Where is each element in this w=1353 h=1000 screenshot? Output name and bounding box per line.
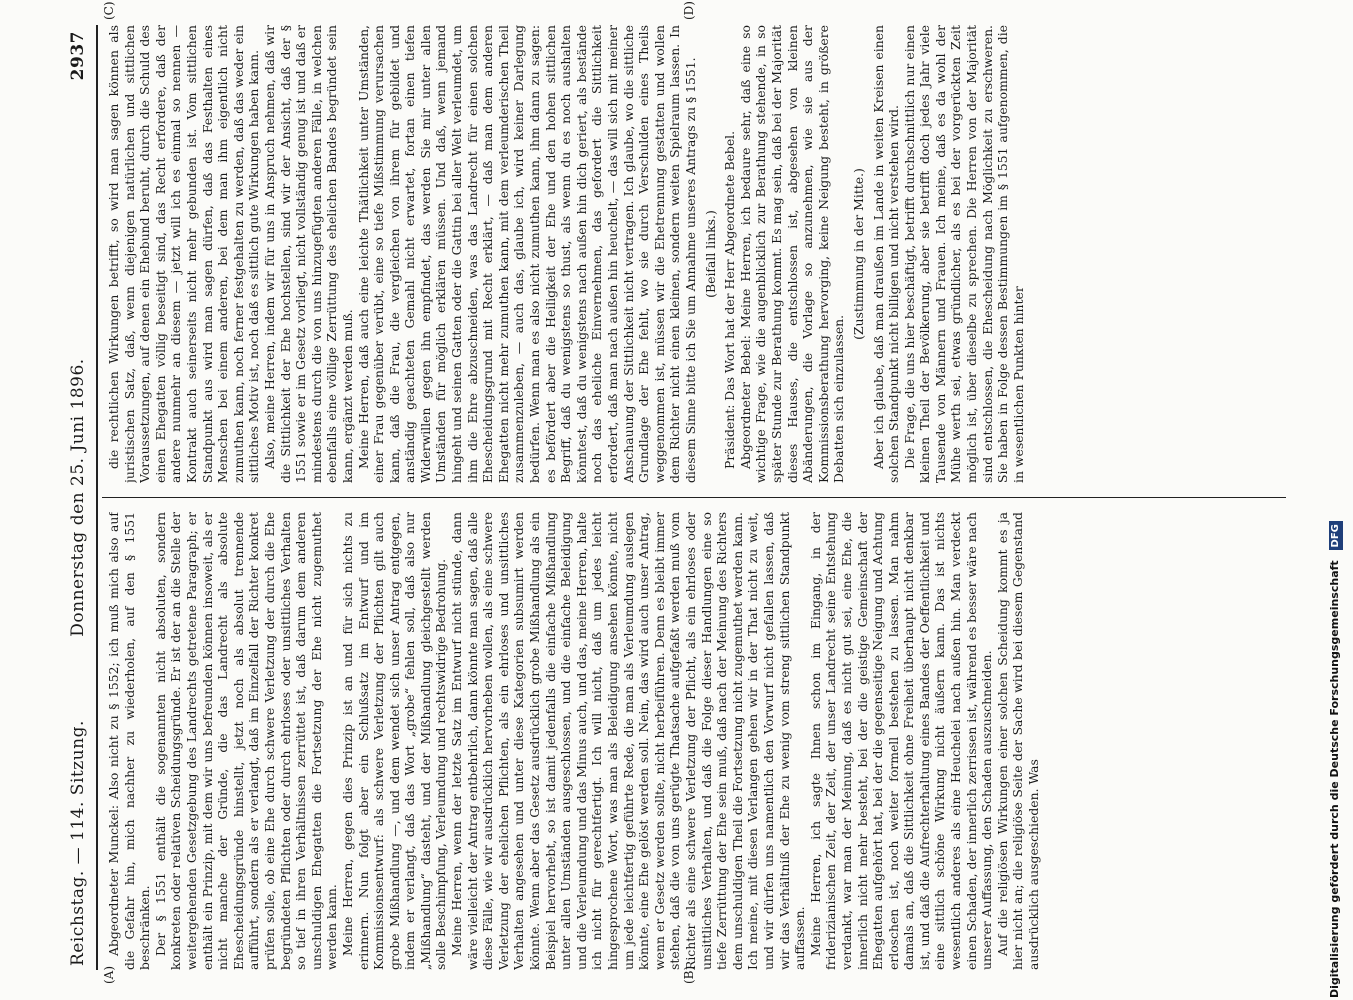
header-session: Reichstag. — 114. Sitzung. <box>68 720 88 966</box>
column-divider <box>102 497 1286 498</box>
margin-marker-a: (A) <box>102 965 116 984</box>
credit-text: Digitalisierung gefördert durch die Deutsche Forschungsgemeinschaft <box>1328 560 1341 998</box>
paragraph: Der § 1551 enthält die sogenannten nicht absoluten, sondern konkreten oder relativen Scheidungsgründe. Er ist der an die Stelle der weitergehenden Gesetzgebung des Landrechts getretene Paragraph; er enthält ein Prinzip, mit dem wir uns befreunden können insoweit, als er nicht manche der Gründe, die das Landrecht als absolute Ehescheidungsgründe hinstellt, jetzt noch als absolut trennende aufführt, sondern als er verlangt, daß im Einzelfall der Richter konkret prüfen solle, ob eine Ehe durch schwere Verletzung der durch die Ehe begründeten Pflichten oder durch ehrloses oder unsittliches Verhalten so tief in ihren Verhältnissen zerrüttet ist, daß darum dem anderen unschuldigen Ehegatten die Fortsetzung der Ehe nicht zugemuthet werden kann. <box>152 512 340 970</box>
digitization-credit <box>1322 8 1348 998</box>
digitization-note <box>1322 8 1348 998</box>
stage-direction: (Beifall links.) <box>702 210 718 298</box>
margin-marker-d: (D) <box>682 1 696 20</box>
rotated-page <box>62 1 1292 984</box>
paragraph: die rechtlichen Wirkungen betrifft, so wird man sagen können als juristischen Satz, daß, wenn diejenigen natürlichen und sittlichen Voraussetzungen, auf denen ein Ehebund beruht, durch die Schuld des einen Ehegatten völlig beseitigt sind, das Recht erfordere, daß der andere nunmehr an diesem — jetzt will ich es einmal so nennen — Kontrakt auch seinerseits nicht mehr gebunden ist. Vom sittlichen Standpunkt aus wird man sagen dürfen, daß das Festhalten eines Menschen bei einem anderen, bei dem man ihm eigentlich nicht zumuthen kann, noch ferner festgehalten zu werden, daß das weder ein sittliches Motiv ist, noch daß es sittlich gute Wirkungen haben kann. <box>106 25 262 483</box>
paragraph: Meine Herren, daß auch eine leichte Thätlichkeit unter Umständen, einer Frau gegenüber verübt, eine so tiefe Mißstimmung verursachen kann, daß die Frau, die vergleichen von ihrem für gebildet und anständig geachteten Gemahl nicht erwartet, fortan einen tiefen Widerwillen gegen ihn empfindet, das werden Sie mir unter allen Umständen für möglich erklären müssen. Und daß, wenn jemand hingeht und seinen Gatten oder die Gattin bei aller Welt verleumdet, um ihm die Ehre abzuschneiden, was das Landrecht für einen solchen Ehescheidungsgrund mit Recht erklärt, — daß man dem anderen Ehegatten nicht mehr zumuthen kann, mit dem verleumderischen Theil zusammenzuleben, — auch das, glaube ich, wird keiner Darlegung bedürfen. Wenn man es also nicht zumuthen kann, ihm dann zu sagen: es befördert aber die Heiligkeit der Ehe und den hohen sittlichen Begriff, daß du wenigstens so thust, als wenn du es noch aushalten könntest, daß du wenigstens nach außen hin dich geriert, als bestände noch das eheliche Einvernehmen, das gefordert die Sittlichkeit erfordert, daß man nach außen hin heuchelt, — das will sich mit meiner Anschauung der Sittlichkeit nicht vertragen. Ich glaube, wo die sittliche Grundlage der Ehe fehlt, wo sie durch Verschulden eines Theils weggenommen ist, müssen wir die Ehetrennung gestatten und wollen dem Richter nicht einen kleinen, sondern weiten Spielraum lassen. In diesem Sinne bitte ich Sie um Annahme unseres Antrags zu § 1551. <box>355 25 698 483</box>
margin-marker-c: (C) <box>102 1 116 20</box>
left-column <box>106 512 1286 970</box>
paragraph: Meine Herren, wenn der letzte Satz im Entwurf nicht stünde, dann wäre vielleicht der Antrag entbehrlich, dann könnte man sagen, daß alle diese Fälle, wie wir ausdrücklich hervorheben wollen, als eine schwere Verletzung der ehelichen Pflichten, als ein ehrloses und unsittliches Verhalten angesehen und unter diese Kategorien subsumirt werden könnte. Wenn aber das Gesetz ausdrücklich grobe Mißhandlung als ein Beispiel hervorhebt, so ist damit jedenfalls die einfache Mißhandlung unter allen Umständen ausgeschlossen, und die einfache Beleidigung und die Verleumdung und das Minus auch, und das, meine Herren, halte ich nicht für gerechtfertigt. Ich will nicht, daß um jedes leicht hingesprochene Wort, was man als Beleidigung ansehen könnte, nicht um jede leichtfertig geführte Rede, die man als Verleumdung auslegen könnte, eine Ehe gelöst werden soll. Nein, das wird auch unser Antrag, wenn er Gesetz werden sollte, nicht herbeiführen. Denn es bleibt immer stehen, daß die von uns gerügte Thatsache aufgefaßt werden muß vom Richter als eine schwere Verletzung der Pflicht, als ein ehrloses oder unsittliches Verhalten, und daß die Folge dieser Handlungen eine so tiefe Zerrüttung der Ehe sein muß, daß nach der Meinung des Richters dem unschuldigen Theil die Fortsetzung nicht zugemuthet werden kann. Ich meine, mit diesen Verlangen gehen wir in der That nicht zu weit, und wir dürfen uns namentlich den Vorwurf nicht gefallen lassen, daß wir das Verhältniß der Ehe zu wenig vom streng sittlichen Standpunkt auffassen. <box>449 512 808 970</box>
paragraph: Also, meine Herren, indem wir für uns in Anspruch nehmen, daß wir die Sittlichkeit der Ehe hochstellen, sind wir der Ansicht, daß der § 1551 sowie er im Gesetz vorliegt, nicht vollständig genug ist und daß er mindestens durch die von uns hinzugefügten anderen Fälle, in welchen ebenfalls eine völlige Zerrüttung des ehelichen Bandes begründet sein kann, ergänzt werden muß. <box>261 25 355 483</box>
stage-direction: (Zustimmung in der Mitte.) <box>850 168 866 340</box>
paragraph: Präsident: Das Wort hat der Herr Abgeordnete Bebel. <box>722 130 738 469</box>
paragraph: Abgeordneter Munckel: Also nicht zu § 1552; ich muß mich also auf die Gefahr hin, mich nachher zu wiederholen, auf den § 1551 beschränken. <box>106 512 153 970</box>
header-date: Donnerstag den 25. Juni 1896. <box>68 358 88 637</box>
paragraph: Aber ich glaube, daß man draußen im Lande in weiten Kreisen einen solchen Standpunkt nicht billigen und nicht verstehen wird. <box>870 25 902 483</box>
header-page-number: 2937 <box>68 31 88 81</box>
right-column <box>106 25 1286 483</box>
paragraph: Abgeordneter Bebel: Meine Herren, ich bedaure sehr, daß eine so wichtige Frage, wie die augenblicklich zur Berathung stehende, in so später Stunde zur Berathung kommt. Es mag sein, daß bei der Majorität dieses Hauses, die entschlossen ist, abgesehen von kleinen Abänderungen, die Vorlage so anzunehmen, wie sie aus der Kommissionsberathung hervorging, keine Neigung besteht, in größere Debatten sich einzulassen. <box>737 25 847 483</box>
paragraph: Auf die religiösen Wirkungen einer solchen Scheidung kommt es ja hier nicht an; die religiöse Seite der Sache wird bei diesem Gegenstand ausdrücklich ausgeschieden. Was <box>994 512 1042 970</box>
paragraph: Meine Herren, gegen dies Prinzip ist an und für sich nichts zu erinnern. Nun folgt aber ein Schlußsatz im Entwurf und im Kommissionsentwurf: als schwere Verletzung der Pflichten gilt auch grobe Mißhandlung —, und dem wendet sich unser Antrag entgegen, indem er verlangt, daß das Wort „grobe“ fehlen soll, daß also nur „Mißhandlung“ dasteht, und der Mißhandlung gleichgestellt werden solle Beschimpfung, Verleumdung und rechtswidrige Bedrohung. <box>339 512 449 970</box>
paragraph: Meine Herren, ich sagte Ihnen schon im Eingang, in der friderizianischen Zeit, der Zeit, der unser Landrecht seine Entstehung verdankt, war man der Meinung, daß es nicht gut sei, eine Ehe, die innerlich nicht mehr besteht, bei der die geistige Gemeinschaft der Ehegatten aufgehört hat, bei der die gegenseitige Neigung und Achtung erloschen ist, noch weiter formell bestehen zu lassen. Man nahm damals an, daß die Sittlichkeit ohne Freiheit überhaupt nicht denkbar ist, und daß die Aufrechterhaltung eines Bandes der Oeffentlichkeit und eine sittlich schöne Wirkung nicht äußern kann. Das ist nichts wesentlich anderes als eine Heuchelei nach außen hin. Man verdeckt einen Schaden, der innerlich zerrissen ist, während es besser wäre nach unserer Auffassung, den Schaden auszuschneiden. <box>807 512 995 970</box>
page-header <box>62 25 98 970</box>
paragraph: Die Frage, die uns hier beschäftigt, betrifft durchschnittlich nur einen kleinen Theil der Bevölkerung, aber sie betrifft doch jedes Jahr viele Tausende von Männern und Frauen. Ich meine, daß es da wohl der Mühe werth sei, etwas gründlicher, als es bei der vorgerückten Zeit möglich ist, über dieselbe zu sprechen. Die Herren von der Majorität sind entschlossen, die Ehescheidung nach Möglichkeit zu erschweren. Sie haben in Folge dessen Bestimmungen im § 1551 aufgenommen, die in wesentlichen Punkten hinter <box>901 25 1026 483</box>
dfg-logo: DFG <box>1329 521 1343 550</box>
margin-marker-b: (B) <box>682 965 696 984</box>
